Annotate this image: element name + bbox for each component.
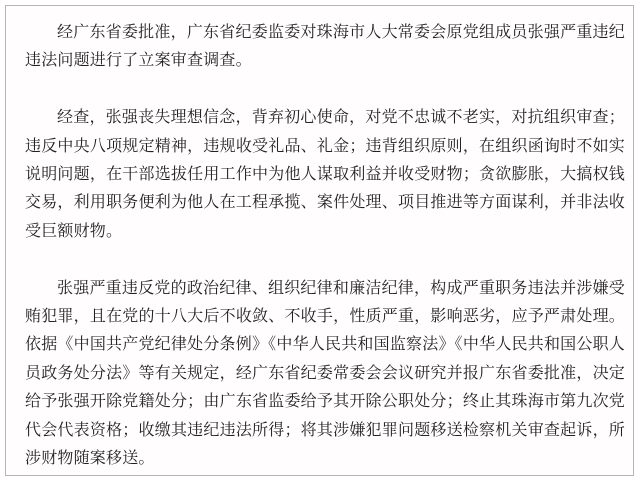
paragraph-filing: 经广东省委批准，广东省纪委监委对珠海市人大常委会原党组成员张强严重违纪违法问题进行了立案审查调查。	[25, 22, 625, 70]
notice-body	[25, 18, 625, 472]
paragraph-findings: 经查，张强丧失理想信念，背弃初心使命，对党不忠诚不老实，对抗组织审查；违反中央八项规定精神，违规收受礼品、礼金；违背组织原则，在组织函询时不如实说明问题，在干部选拔任用工作中为他人谋取利益并收受财物；贪欲膨胀，大搞权钱交易，利用职务便利为他人在工程承揽、案件处理、项目推进等方面谋利，并非法收受巨额财物。	[25, 107, 625, 240]
paragraph-decision: 张强严重违反党的政治纪律、组织纪律和廉洁纪律，构成严重职务违法并涉嫌受贿犯罪，且在党的十八大后不收敛、不收手，性质严重，影响恶劣，应予严肃处理。依据《中国共产党纪律处分条例》《中华人民共和国监察法》《中华人民共和国公职人员政务处分法》等有关规定，经广东省纪委常委会会议研究并报广东省委批准，决定给予张强开除党籍处分；由广东省监委给予其开除公职处分；终止其珠海市第九次党代会代表资格；收缴其违纪违法所得；将其涉嫌犯罪问题移送检察机关审查起诉，所涉财物随案移送。	[25, 277, 625, 468]
notice-frame	[5, 5, 634, 476]
